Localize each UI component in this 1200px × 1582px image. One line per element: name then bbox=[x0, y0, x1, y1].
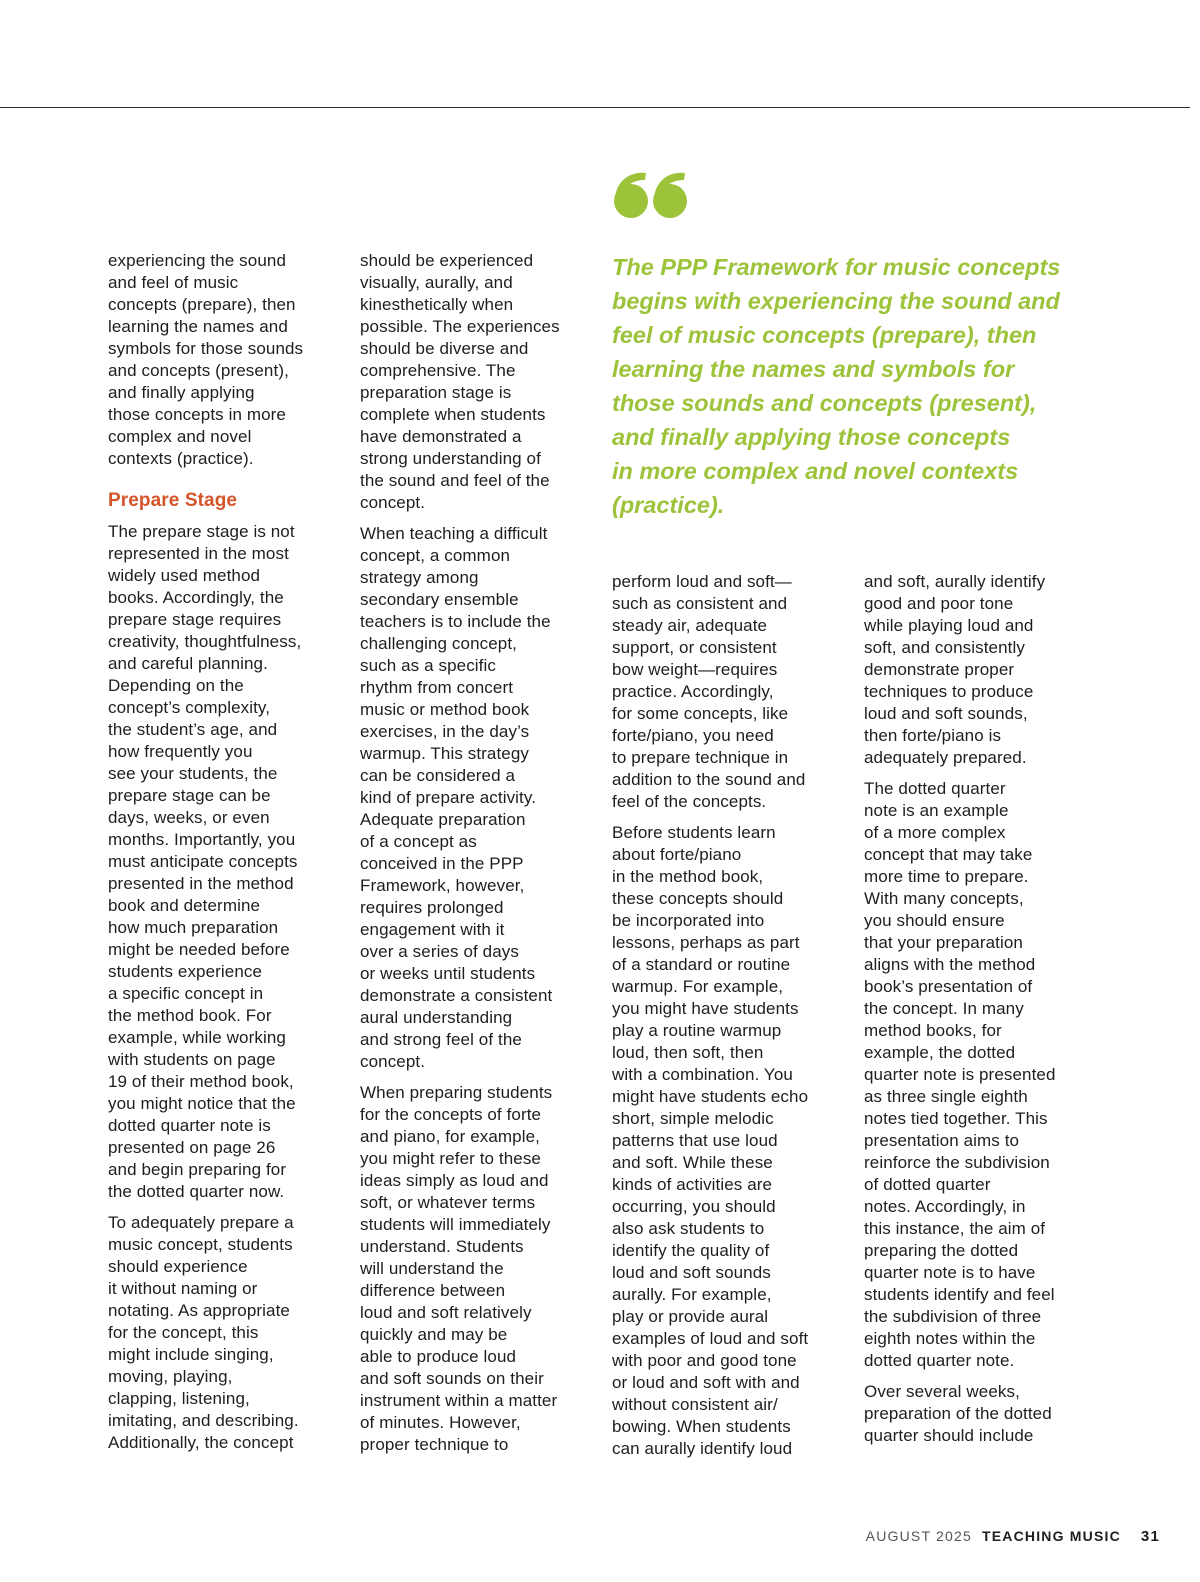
paragraph: When preparing students for the concepts of forte and piano, for example, you might refer to these ideas simply as loud and soft, or whatever terms students will immediately understand. Students will understand the difference between loud and soft relatively quickly and may be able to produce loud and soft sounds on their instrument within a matter of minutes. However, proper technique to bbox=[360, 1083, 558, 1454]
pull-quote: The PPP Framework for music concepts begins with experiencing the sound and feel of music concepts (prepare), then learning the names and symbols for those sounds and concepts (present), and finally applying those concepts in more complex and novel contexts (practice). bbox=[612, 254, 1061, 518]
paragraph: Over several weeks, preparation of the dotted quarter should include bbox=[864, 1382, 1052, 1445]
section-heading-prepare-stage: Prepare Stage bbox=[108, 490, 238, 511]
paragraph: should be experienced visually, aurally, and kinesthetically when possible. The experiences should be diverse and comprehensive. The preparation stage is complete when students have demonstrated a strong understanding of the sound and feel of the concept. bbox=[360, 251, 560, 512]
paragraph: The prepare stage is not represented in the most widely used method books. Accordingly, the prepare stage requires creativity, thoughtfulness, and careful planning. Depending on the concept’s complexity, the student’s age, and how frequently you see your students, the prepare stage can be days, weeks, or even months. Importantly, you must anticipate concepts presented in the method book and determine how much preparation might be needed before students experience a specific concept in the method book. For example, while working with students on page 19 of their method book, you might notice that the dotted quarter note is presented on page 26 and begin preparing for the dotted quarter now. bbox=[108, 522, 302, 1201]
quote-mark-icon bbox=[612, 165, 692, 221]
paragraph: experiencing the sound and feel of music concepts (prepare), then learning the names and symbols for those sounds and concepts (present), and finally applying those concepts in more complex and novel contexts (practice). bbox=[108, 251, 304, 468]
article-column-4 bbox=[864, 571, 1094, 1456]
article-column-3 bbox=[612, 571, 842, 1469]
page-footer bbox=[820, 1526, 1160, 1547]
issue-date: AUGUST 2025 bbox=[865, 1528, 972, 1544]
header-rule bbox=[0, 107, 1190, 108]
paragraph: When teaching a difficult concept, a common strategy among secondary ensemble teachers is to include the challenging concept, such as a specific rhythm from concert music or method book exercises, in the day’s warmup. This strategy can be considered a kind of prepare activity. Adequate preparation of a concept as conceived in the PPP Framework, however, requires prolonged engagement with it over a series of days or weeks until students demonstrate a consistent aural understanding and strong feel of the concept. bbox=[360, 524, 553, 1071]
paragraph: Before students learn about forte/piano in the method book, these concepts should be incorporated into lessons, perhaps as part of a standard or routine warmup. For example, you might have students play a routine warmup loud, then soft, then with a combination. You might have students echo short, simple melodic patterns that use loud and soft. While these kinds of activities are occurring, you should also ask students to identify the quality of loud and soft sounds aurally. For example, play or provide aural examples of loud and soft with poor and good tone or loud and soft with and without consistent air/ bowing. When students can aurally identify loud bbox=[612, 823, 809, 1458]
paragraph: and soft, aurally identify good and poor tone while playing loud and soft, and consistently demonstrate proper techniques to produce loud and soft sounds, then forte/piano is adequately prepared. bbox=[864, 572, 1046, 767]
paragraph: The dotted quarter note is an example of a more complex concept that may take more time to prepare. With many concepts, you should ensure that your preparation aligns with the method book’s presentation of the concept. In many method books, for example, the dotted quarter note is presented as three single eighth notes tied together. This presentation aims to reinforce the subdivision of dotted quarter notes. Accordingly, in this instance, the aim of preparing the dotted quarter note is to have students identify and feel the subdivision of three eighth notes within the dotted quarter note. bbox=[864, 779, 1056, 1370]
paragraph: perform loud and soft— such as consistent and steady air, adequate support, or consistent bow weight—requires practice. Accordingly, for some concepts, like forte/piano, you need to prepare technique in addition to the sound and feel of the concepts. bbox=[612, 572, 806, 811]
page-number: 31 bbox=[1140, 1528, 1160, 1545]
article-column-2 bbox=[360, 250, 590, 1465]
article-column-1 bbox=[108, 250, 338, 1463]
paragraph: To adequately prepare a music concept, students should experience it without naming or notating. As appropriate for the concept, this might include singing, moving, playing, clapping, listening, imitating, and describing. Additionally, the concept bbox=[108, 1213, 299, 1452]
magazine-title: TEACHING MUSIC bbox=[981, 1528, 1121, 1544]
